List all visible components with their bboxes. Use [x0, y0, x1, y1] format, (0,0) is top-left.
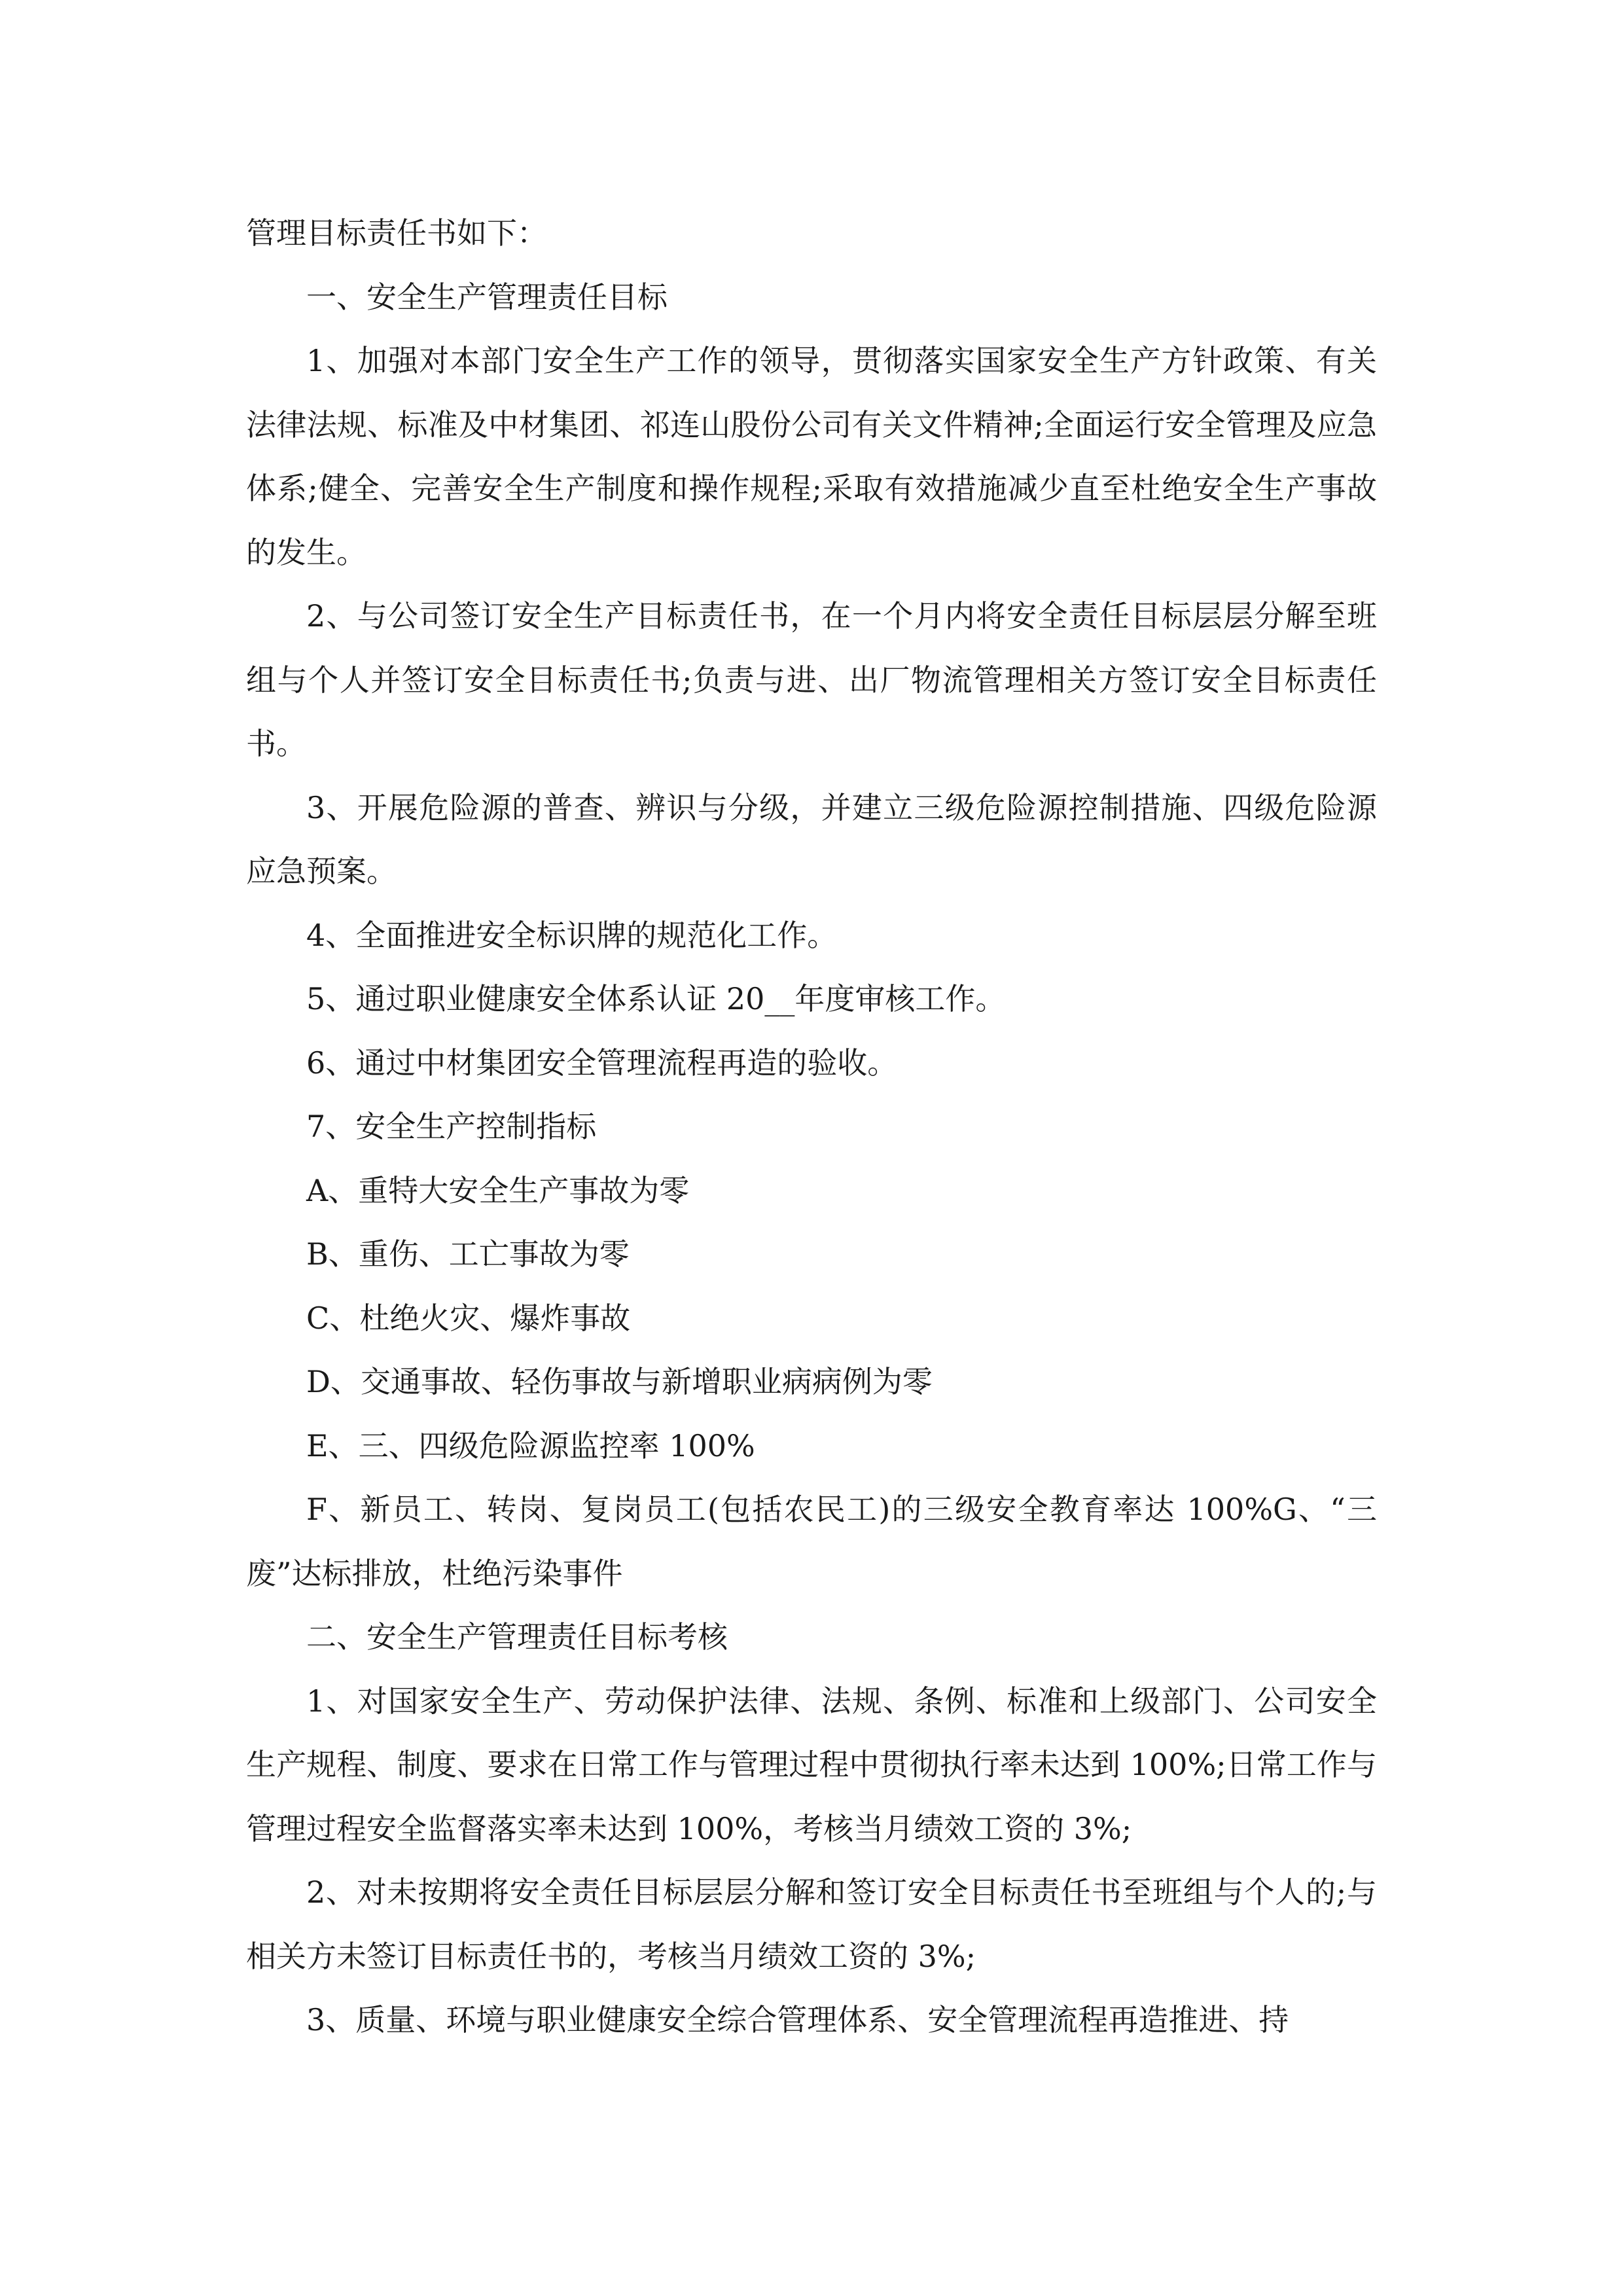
paragraph: 5、通过职业健康安全体系认证 20__年度审核工作。 [306, 981, 1006, 1016]
paragraph: 3、质量、环境与职业健康安全综合管理体系、安全管理流程再造推进、持 [306, 2002, 1289, 2037]
paragraph: 3、开展危险源的普查、辨识与分级，并建立三级危险源控制措施、四级危险源应急预案。 [246, 789, 1377, 889]
paragraph: 二、安全生产管理责任目标考核 [306, 1619, 728, 1655]
paragraph: C、杜绝火灾、爆炸事故 [306, 1300, 631, 1336]
paragraph: 1、加强对本部门安全生产工作的领导，贯彻落实国家安全生产方针政策、有关法律法规、标准及中材集团、祁连山股份公司有关文件精神;全面运行安全管理及应急体系;健全、完善安全生产制度和操作规程;采取有效措施减少直至杜绝安全生产事故的发生。 [246, 343, 1377, 570]
paragraph: 一、安全生产管理责任目标 [306, 279, 668, 315]
paragraph: B、重伤、工亡事故为零 [306, 1236, 630, 1272]
paragraph: 6、通过中材集团安全管理流程再造的验收。 [306, 1045, 898, 1081]
paragraph: 1、对国家安全生产、劳动保护法律、法规、条例、标准和上级部门、公司安全生产规程、制度、要求在日常工作与管理过程中贯彻执行率未达到 100%;日常工作与管理过程安全监督落实率未达到 100%，考核当月绩效工资的 3%; [246, 1683, 1377, 1846]
paragraph: 2、与公司签订安全生产目标责任书，在一个月内将安全责任目标层层分解至班组与个人并签订安全目标责任书;负责与进、出厂物流管理相关方签订安全目标责任书。 [246, 598, 1377, 761]
paragraph: F、新员工、转岗、复岗员工(包括农民工)的三级安全教育率达 100%G、“三废”达标排放，杜绝污染事件 [246, 1492, 1378, 1591]
paragraph: E、三、四级危险源监控率 100% [306, 1427, 755, 1463]
paragraph: D、交通事故、轻伤事故与新增职业病病例为零 [306, 1364, 933, 1399]
paragraph: 管理目标责任书如下： [246, 215, 547, 251]
paragraph: 7、安全生产控制指标 [306, 1109, 597, 1144]
paragraph: 4、全面推进安全标识牌的规范化工作。 [306, 917, 838, 953]
document-body [246, 202, 1377, 2053]
paragraph: A、重特大安全生产事故为零 [306, 1172, 690, 1208]
paragraph: 2、对未按期将安全责任目标层层分解和签订安全目标责任书至班组与个人的;与相关方未签订目标责任书的，考核当月绩效工资的 3%; [246, 1874, 1377, 1974]
